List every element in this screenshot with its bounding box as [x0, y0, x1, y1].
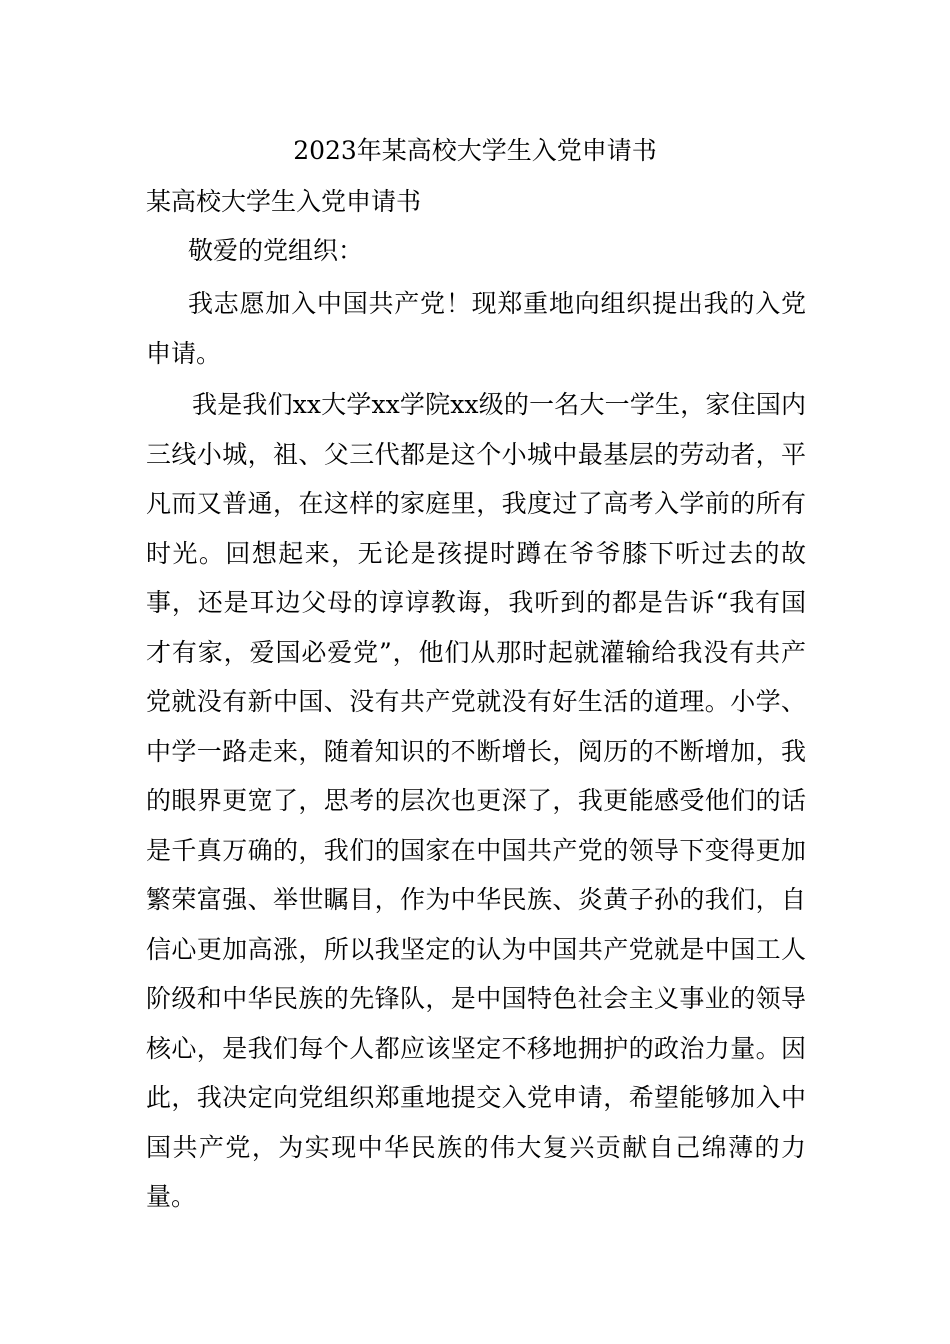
paragraph-2: 我是我们xx大学xx学院xx级的一名大一学生，家住国内三线小城，祖、父三代都是这个小城中最基层的劳动者，平凡而又普通，在这样的家庭里，我度过了高考入学前的所有时光。回想起来，无论是孩提时蹲在爷爷膝下听过去的故事，还是耳边父母的谆谆教诲，我听到的都是告诉“我有国才有家，爱国必爱党”，他们从那时起就灌输给我没有共产党就没有新中国、没有共产党就没有好生活的道理。小学、中学一路走来，随着知识的不断增长，阅历的不断增加，我的眼界更宽了，思考的层次也更深了，我更能感受他们的话是千真万确的，我们的国家在中国共产党的领导下变得更加繁荣富强、举世瞩目，作为中华民族、炎黄子孙的我们，自信心更加高涨，所以我坚定的认为中国共产党就是中国工人阶级和中华民族的先锋队，是中国特色社会主义事业的领导核心，是我们每个人都应该坚定不移地拥护的政治力量。因此，我决定向党组织郑重地提交入党申请，希望能够加入中国共产党，为实现中华民族的伟大复兴贡献自己绵薄的力量。	[146, 390, 806, 1211]
paragraph-1: 我志愿加入中国共产党！现郑重地向组织提出我的入党申请。	[146, 289, 806, 368]
document-subtitle: 某高校大学生入党申请书	[146, 187, 422, 216]
salutation: 敬爱的党组织：	[188, 236, 364, 265]
document-title: 2023年某高校大学生入党申请书	[293, 136, 657, 165]
